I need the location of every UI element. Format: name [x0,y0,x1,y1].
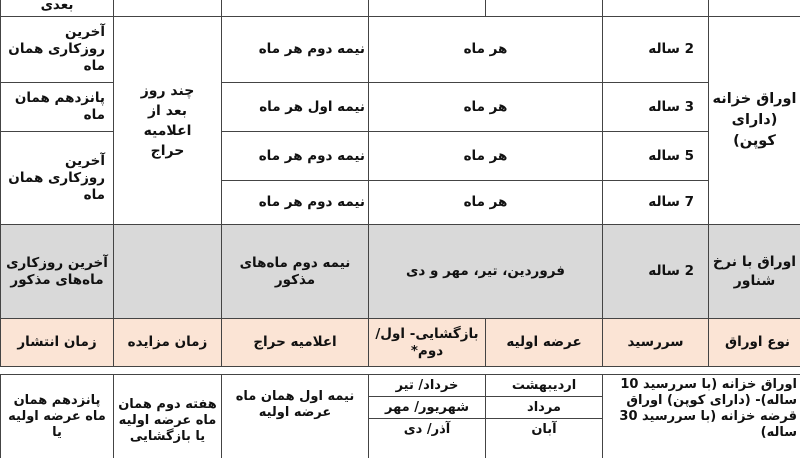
initial-month: مرداد [486,397,602,419]
tenor-cell: 2 ساله [603,225,709,319]
floating-rate-row [1,225,800,319]
auction-time-merged-cell: چند روز بعد از اعلامیه حراج [114,17,222,225]
auction-notice-cell: نیمه دوم هر ماه [222,132,369,181]
reopen-month: شهریور/ مهر [369,397,485,419]
tenor-cell: 5 ساله [603,132,709,181]
header-fragment: بعدی [1,0,114,17]
auction-time-empty [114,225,222,319]
header-announcement: اعلامیه حراج [222,319,369,367]
header-maturity: سررسید [603,319,709,367]
section-header-row [1,319,800,367]
coupon-cell: هر ماه [369,132,603,181]
header-auction-time: زمان مزایده [114,319,222,367]
auction-notice-cell: نیمه دوم ماه‌های مذکور [222,225,369,319]
table-row [1,17,800,83]
announcement-cell: نیمه اول همان ماه عرضه اولیه [222,375,369,458]
group-label-coupon-bills: اوراق خزانه (دارای کوپن) [709,17,800,225]
auction-notice-cell: نیمه اول هر ماه [222,83,369,132]
previous-header-row [1,0,800,17]
publish-cell: آخرین روزکاری همان ماه [1,17,114,83]
initial-month: آبان [531,422,557,437]
reopen-month: خرداد/ تیر [369,375,485,397]
publish-cell: پانزدهم همان ماه [1,83,114,132]
long-term-type-cell: اوراق خزانه (با سررسید 10 ساله)- (دارای کوپن) اوراق قرضه خزانه (با سررسید 30 ساله) [603,375,800,458]
long-term-table [0,374,800,458]
coupon-cell: هر ماه [369,83,603,132]
initial-month: اردیبهشت [486,375,602,397]
tenor-cell: 3 ساله [603,83,709,132]
auction-notice-cell: نیمه دوم هر ماه [222,181,369,225]
header-initial-offer: عرضه اولیه [486,319,603,367]
publish-time-cell: پانزدهم همان ماه عرضه اولیه یا [1,375,114,458]
header-type: نوع اوراق [709,319,800,367]
tenor-cell: 7 ساله [603,181,709,225]
coupon-cell: هر ماه [369,17,603,83]
tenor-cell: 2 ساله [603,17,709,83]
publish-cell: آخرین روزکاری همان ماه [1,132,114,225]
reopen-months-cell [369,375,486,458]
auction-time-cell: هفته دوم همان ماه عرضه اولیه یا بازگشایی [114,375,222,458]
reopen-month: آذر/ دی [403,422,451,437]
coupon-cell: هر ماه [369,181,603,225]
publish-cell: آخرین روزکاری ماه‌های مذکور [1,225,114,319]
header-reopening: بازگشایی- اول/دوم* [369,319,486,367]
table-row [1,375,800,458]
auction-notice-cell: نیمه دوم هر ماه [222,17,369,83]
initial-months-cell [486,375,603,458]
group-label-floating: اوراق با نرخ شناور [709,225,800,319]
header-publish-time: زمان انتشار [1,319,114,367]
coupon-months-cell: فروردین، تیر، مهر و دی [369,225,603,319]
